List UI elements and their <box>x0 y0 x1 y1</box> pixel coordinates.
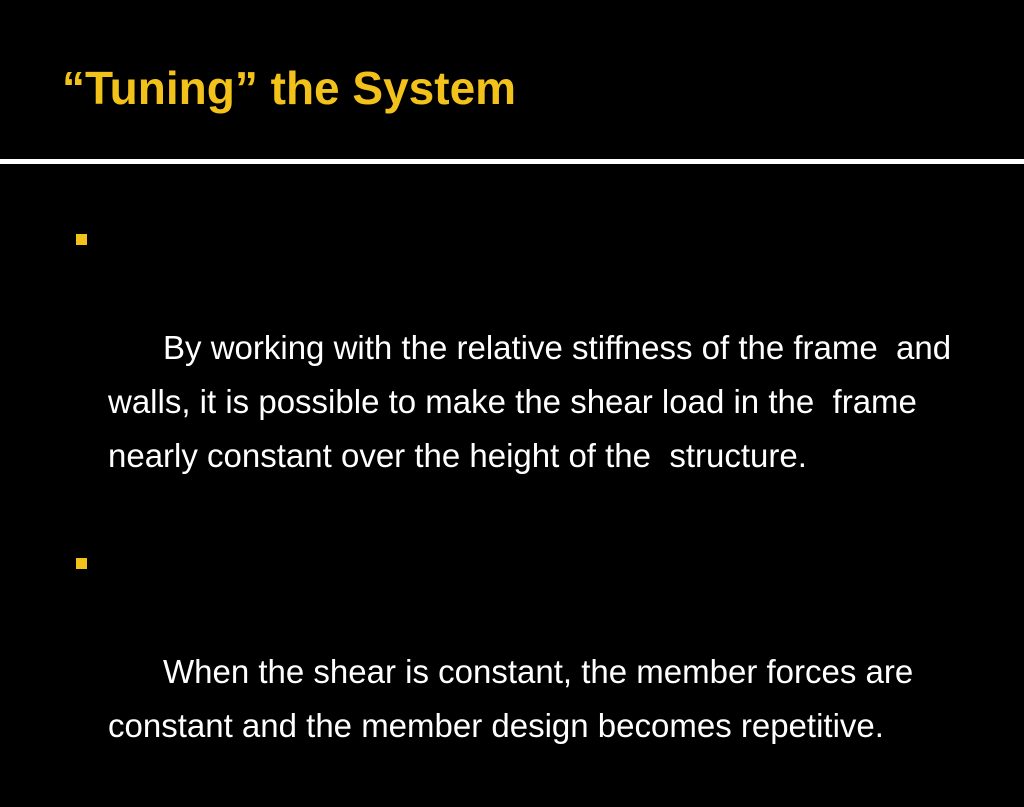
slide-title: “Tuning” the System <box>62 62 517 114</box>
title-divider <box>0 159 1024 164</box>
bullet-item <box>74 213 961 537</box>
bullet-list <box>74 213 961 807</box>
bullet-text: When the shear is constant, the member forces are constant and the member design becomes repetitive. <box>108 653 932 744</box>
square-bullet-icon <box>76 234 87 245</box>
square-bullet-icon <box>76 558 87 569</box>
bullet-text: By working with the relative stiffness of the frame and walls, it is possible to make the shear load in the frame nearly constant over the height of the structure. <box>108 329 961 474</box>
bullet-item <box>74 537 954 807</box>
